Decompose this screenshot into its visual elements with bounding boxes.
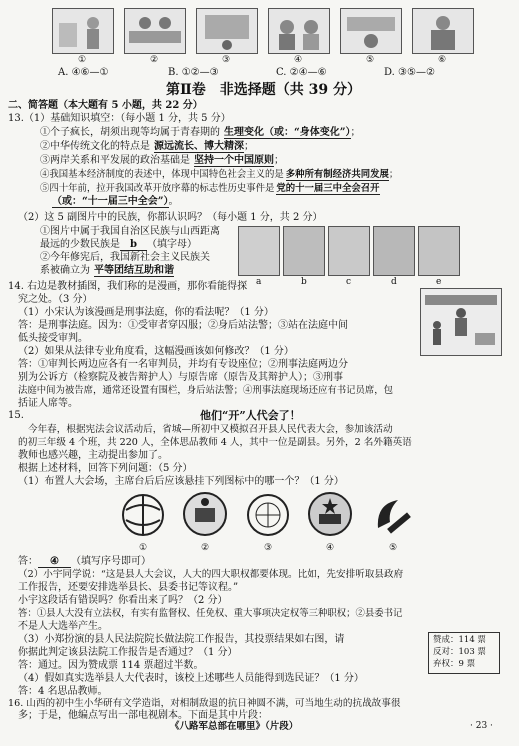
comic-panel-1	[52, 8, 114, 54]
party-emblem-icon	[368, 490, 418, 540]
comic-panel-6	[412, 8, 474, 54]
photo-label-c: c	[346, 277, 352, 287]
q15-q4-line-1: （4）假如真实选举县人大代表时，该校上述哪些人员能得到选民证？（1 分）	[18, 673, 364, 684]
q15-q3-line-3: 答：通过。因为赞成票 114 票超过半数。	[18, 660, 204, 671]
q15-title: 他们“开”人代会了！	[200, 409, 301, 422]
q16-line-1: 16. 山西的初中生小华研有文学造诣，对相制敌退的抗日神圆不满，可当地生动的抗战故事很	[8, 698, 401, 709]
ethnic-photo-d	[373, 226, 415, 276]
comic-label-2: ②	[150, 55, 159, 65]
q15-q2-line-4: 答：①县人大没有立法权，有实有监督权、任免权、重大事项决定权等三种职权；②县委书记	[18, 608, 403, 619]
page-number: · 23 ·	[470, 721, 493, 731]
q14-line-1: 14. 右边是教材插图，我们称的是漫画，那你看能得探	[8, 281, 248, 292]
photo-label-a: a	[256, 277, 262, 287]
q13-p2-line2: 最远的少数民族是 b （填字母）	[40, 239, 197, 250]
emblem-label-4: ④	[326, 543, 335, 553]
comic-label-3: ③	[222, 55, 231, 65]
q14-line-2: 究之处。（3 分）	[18, 294, 93, 305]
q14-line-3: （1）小宋认为该漫画是刑事法庭，你的看法呢？（1 分）	[18, 307, 274, 318]
vote-yes: 赞成：114 票	[433, 635, 486, 645]
q13-p2-line3: ②今年修宪后，我国新社会主义民族关	[40, 252, 210, 263]
q15-line-3: 教师也感兴趣，主动提出参加了。	[18, 450, 168, 461]
q14-line-4: 答：是刑事法庭。因为：①受审者穿囚服；②身后站法警；③站在法庭中间	[18, 320, 348, 331]
ethnic-photo-b	[283, 226, 325, 276]
q15-q3-line-1: （3）小郑扮演的县人民法院院长做法院工作报告，其投票结果如右图，请	[18, 634, 345, 645]
ethnic-photo-c	[328, 226, 370, 276]
comic-panel-4	[268, 8, 330, 54]
q15-number: 15.	[8, 410, 24, 421]
ethnic-photo-e	[418, 226, 460, 276]
un-emblem-icon	[243, 490, 293, 540]
emblem-label-3: ③	[264, 543, 273, 553]
q14-line-10: 括证人席等。	[18, 398, 78, 409]
comic-panel-2	[124, 8, 186, 54]
ethnic-photo-a	[238, 226, 280, 276]
q13-item-4: ④我国基本经济制度的表述中，体现中国特色社会主义的是 多种所有制经济共同发展；	[40, 169, 399, 180]
option-d: D. ③⑤—②	[384, 67, 435, 78]
q15-q4-line-2: 答：4 名思品教师。	[18, 686, 108, 697]
q15-line-4: 根据上述材料，回答下列问题：（5 分）	[18, 463, 193, 474]
q13-item-3: ③两岸关系和平发展的政治基础是 坚持一个中国原则；	[40, 155, 284, 166]
q13-p2-line1: ①图片中属于我国自治区民族与山西距离	[40, 226, 220, 237]
q13-p2-line4: 系被确立为 平等团结互助和谐	[40, 265, 174, 276]
part-heading: 二、简答题（本大题有 5 小题，共 22 分）	[8, 100, 203, 111]
photo-label-e: e	[436, 277, 442, 287]
option-b: B. ①②—③	[168, 67, 219, 78]
q13-item-5-cont: （或：“十一届三中全会”）。	[52, 196, 179, 207]
q14-line-7: 答：①审判长两边应各有一名审判员，并均有专设座位；②刑事法庭两边分	[18, 359, 348, 370]
vote-no: 反对：103 票	[433, 647, 486, 657]
q14-line-6: （2）如果从法律专业角度看，这幅漫画该如何修改？（1 分）	[18, 346, 294, 357]
q15-q2-line-5: 不是人大选举产生。	[18, 621, 108, 632]
option-c: C. ②④—⑥	[276, 67, 327, 78]
q13-item-2: ②中华传统文化的特点是 源远流长、博大精深；	[40, 141, 254, 152]
vote-result-box	[428, 632, 500, 674]
comic-label-6: ⑥	[438, 55, 447, 65]
photo-label-b: b	[301, 277, 307, 287]
q15-answer-1: 答： ④ （填写序号即可）	[18, 556, 151, 567]
emblem-label-5: ⑤	[389, 543, 398, 553]
q13-part2-stem: （2）这 5 副图片中的民族，你都认识吗？（每小题 1 分，共 2 分）	[18, 212, 323, 223]
q14-line-9: 法庭中间为被告席，通常还设置有围栏，身后站法警；④刑事法庭现场还应有书记员席，包	[18, 385, 394, 396]
q15-q2-line-1: （2）小宇同学说：“这是县人大会议，人大的四大职权都要体现。比如，先安排听取县政府	[18, 569, 404, 580]
photo-label-d: d	[391, 277, 397, 287]
comic-panel-5	[340, 8, 402, 54]
emblem-label-2: ②	[201, 543, 210, 553]
section-title: 第Ⅱ卷 非选择题（共 39 分）	[166, 82, 362, 98]
q13-item-1: ①个子疯长，胡须出现等均属于青春期的 生理变化（或：“身体变化”）；	[40, 127, 361, 138]
court-emblem-icon	[180, 488, 230, 542]
q15-q3-line-2: 你据此判定该县法院工作报告是否通过？（1 分）	[18, 647, 238, 658]
comic-label-4: ④	[294, 55, 303, 65]
comic-label-1: ①	[78, 55, 87, 65]
q15-q2-line-2: 工作报告，还要安排选举县长、县委书记等议程。”	[18, 582, 239, 593]
q13-stem: 13.（1）基础知识填空：（每小题 1 分，共 5 分）	[8, 113, 231, 124]
comic-label-5: ⑤	[366, 55, 375, 65]
comic-panel-3	[196, 8, 258, 54]
option-a: A. ④⑥—①	[58, 67, 109, 78]
q16-line-2: 多；于是，他编点写出一部电视剧本。下面是其中片段：	[18, 710, 268, 721]
q15-line-1: 今年春，根据宪法会议活动后，省城—所初中又模拟召开县人民代表大会，参加该活动	[28, 424, 393, 435]
q15-line-5: （1）布置人大会场，主席台后后应该悬挂下列图标中的哪一个？（1 分）	[18, 476, 344, 487]
q15-line-2: 的初三年级 4 个班，共 220 人，全体思品教师 4 人，其中一位是副县。另外，2 名外籍英语	[18, 437, 412, 448]
q14-line-5: 低头接受审判。	[18, 333, 88, 344]
q14-line-8: 别为公诉方（检察院及被告辩护人）与原告席（原告及其辩护人）；③刑事	[18, 372, 343, 383]
q15-q2-line-3: 小宇这段话有错误吗？你看出来了吗？（2 分）	[18, 595, 228, 606]
q16-script-title: 《八路军总部在哪里》（片段）	[170, 721, 299, 732]
emblem-label-1: ①	[139, 543, 148, 553]
un-style-globe-emblem-icon	[118, 490, 168, 540]
courtroom-cartoon	[420, 288, 502, 356]
q13-item-5: ⑤四十年前，拉开我国改革开放序幕的标志性历史事件是 党的十一届三中全会召开	[40, 183, 380, 194]
vote-abstain: 弃权：9 票	[433, 659, 476, 669]
national-emblem-icon	[305, 488, 355, 542]
